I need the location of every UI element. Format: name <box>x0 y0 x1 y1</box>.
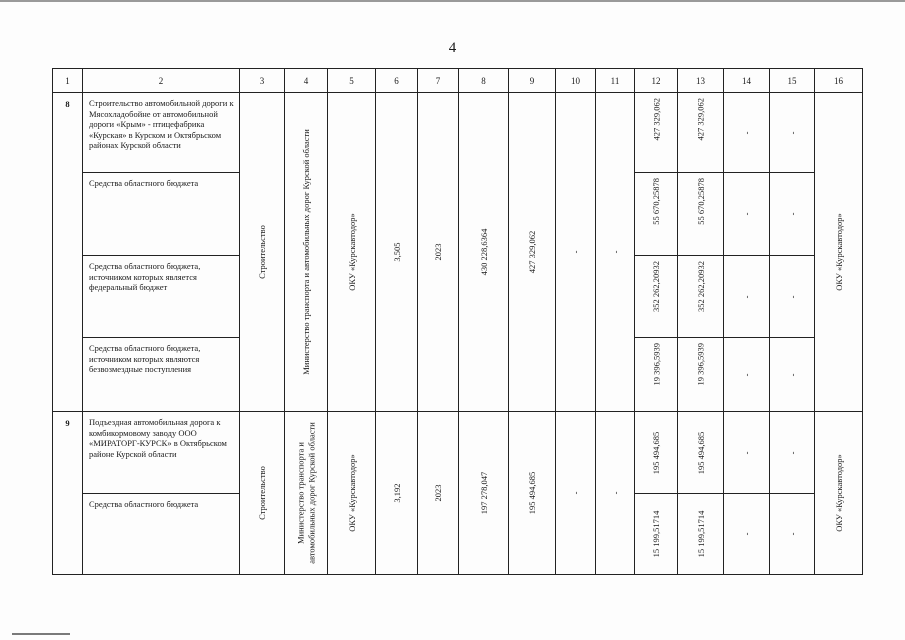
col12-value: 55 670,25878 <box>651 178 661 225</box>
col14-value: - <box>741 532 752 536</box>
col8-cell <box>459 93 509 412</box>
ministry-cell <box>285 412 328 575</box>
col13-cell <box>678 338 724 412</box>
col-header: 15 <box>770 69 815 93</box>
col14-cell <box>724 256 770 338</box>
col15-value: - <box>787 373 797 376</box>
col13-cell <box>678 412 724 494</box>
col15-cell <box>770 412 815 494</box>
col-header: 5 <box>328 69 376 93</box>
col13-cell <box>678 494 724 575</box>
col14-cell <box>724 494 770 575</box>
work-type-cell <box>240 93 285 412</box>
col15-cell <box>770 173 815 256</box>
work-type: Строительство <box>256 466 267 520</box>
col14-value: - <box>741 373 752 376</box>
col-header: 12 <box>635 69 678 93</box>
col12-value: 195 494,685 <box>650 431 661 474</box>
header-row <box>53 69 863 93</box>
col15-value: - <box>787 532 797 536</box>
col-header: 6 <box>376 69 418 93</box>
col6-cell <box>376 412 418 575</box>
col-header: 10 <box>556 69 596 93</box>
col8-value: 430 228,6364 <box>478 228 489 276</box>
col-header: 1 <box>53 69 83 93</box>
col15-value: - <box>787 212 797 216</box>
customer-name: ОКУ «Курскавтодор» <box>346 454 357 532</box>
col16-value: ОКУ «Курскавтодор» <box>833 213 844 291</box>
table-row <box>53 412 863 494</box>
customer-name: ОКУ «Курскавтодор» <box>346 213 357 291</box>
row-description: Средства областного бюджета, источником которых является федеральный бюджет <box>83 256 240 338</box>
col9-cell <box>509 93 556 412</box>
col-header: 11 <box>596 69 635 93</box>
col13-cell <box>678 93 724 173</box>
col11-cell <box>596 93 635 412</box>
col14-cell <box>724 412 770 494</box>
col15-value: - <box>787 451 797 454</box>
col12-cell <box>635 93 678 173</box>
col13-value: 427 329,062 <box>695 98 706 141</box>
col12-value: 15 199,51714 <box>650 510 661 558</box>
col8-cell <box>459 412 509 575</box>
col11-cell <box>596 412 635 575</box>
row-description: Средства областного бюджета <box>83 494 240 575</box>
row-number: 9 <box>53 412 83 575</box>
col-header: 7 <box>418 69 459 93</box>
col12-cell <box>635 338 678 412</box>
col15-cell <box>770 494 815 575</box>
work-type: Строительство <box>256 225 267 279</box>
row-description: Средства областного бюджета, источником которых являются безвозмездные поступления <box>83 338 240 412</box>
row-description: Подъездная автомобильная дорога к комбикормовому заводу ООО «МИРАТОРГ-КУРСК» в Октябрьском районе Курской области <box>83 412 240 494</box>
col14-cell <box>724 338 770 412</box>
work-type-cell <box>240 412 285 575</box>
col12-cell <box>635 494 678 575</box>
ministry-cell <box>285 93 328 412</box>
col10-cell <box>556 93 596 412</box>
col11-value: - <box>610 250 620 254</box>
col15-cell <box>770 93 815 173</box>
col14-cell <box>724 93 770 173</box>
col6-value: 3,192 <box>391 483 402 503</box>
col12-cell <box>635 412 678 494</box>
year-value: 2023 <box>432 243 443 261</box>
col8-value: 197 278,047 <box>478 471 489 515</box>
col15-cell <box>770 338 815 412</box>
col-header: 14 <box>724 69 770 93</box>
col-header: 8 <box>459 69 509 93</box>
col12-value: 352 262,20932 <box>651 261 661 312</box>
col15-cell <box>770 256 815 338</box>
row-description: Средства областного бюджета <box>83 173 240 256</box>
col12-value: 427 329,062 <box>651 98 661 141</box>
col9-value: 195 494,685 <box>526 471 537 515</box>
row-description: Строительство автомобильной дороги к Мясохладобойне от автомобильной дороги «Крым» - птицефабрика «Курская» в Курском и Октябрьском районах Курской области <box>83 93 240 173</box>
col6-cell <box>376 93 418 412</box>
col-header: 2 <box>83 69 240 93</box>
col14-value: - <box>741 451 752 454</box>
col-header: 9 <box>509 69 556 93</box>
col15-value: - <box>787 295 797 298</box>
col14-value: - <box>741 295 752 298</box>
col-header: 3 <box>240 69 285 93</box>
col10-value: - <box>570 491 581 495</box>
col14-value: - <box>741 131 752 134</box>
col12-cell <box>635 256 678 338</box>
top-edge-line <box>0 0 905 2</box>
col16-cell <box>815 412 863 575</box>
col9-cell <box>509 412 556 575</box>
customer-cell <box>328 412 376 575</box>
col10-cell <box>556 412 596 575</box>
year-cell <box>418 93 459 412</box>
col12-cell <box>635 173 678 256</box>
col-header: 16 <box>815 69 863 93</box>
ministry-name: Министерство транспорта и автомобильных дорог Курской области <box>300 129 311 375</box>
customer-cell <box>328 93 376 412</box>
bottom-edge-mark <box>12 633 70 635</box>
col13-value: 19 396,5939 <box>695 343 706 386</box>
col13-value: 55 670,25878 <box>695 178 706 225</box>
table-row <box>53 93 863 173</box>
col16-value: ОКУ «Курскавтодор» <box>833 454 844 532</box>
year-value: 2023 <box>432 484 443 502</box>
col11-value: - <box>610 491 620 495</box>
col13-value: 352 262,20932 <box>695 261 706 312</box>
col13-value: 195 494,685 <box>695 431 706 474</box>
ministry-name: Министерство транспорта и автомобильных дорог Курской области <box>295 422 316 564</box>
data-table <box>52 68 863 575</box>
col13-cell <box>678 256 724 338</box>
col10-value: - <box>570 250 581 254</box>
year-cell <box>418 412 459 575</box>
col-header: 4 <box>285 69 328 93</box>
row-number: 8 <box>53 93 83 412</box>
col13-value: 15 199,51714 <box>695 510 706 558</box>
col14-value: - <box>741 212 752 216</box>
col16-cell <box>815 93 863 412</box>
col9-value: 427 329,062 <box>526 230 537 274</box>
col-header: 13 <box>678 69 724 93</box>
col6-value: 3,505 <box>391 242 402 262</box>
page-number: 4 <box>448 40 457 56</box>
col15-value: - <box>787 131 797 134</box>
col14-cell <box>724 173 770 256</box>
col12-value: 19 396,5939 <box>651 343 661 386</box>
col13-cell <box>678 173 724 256</box>
